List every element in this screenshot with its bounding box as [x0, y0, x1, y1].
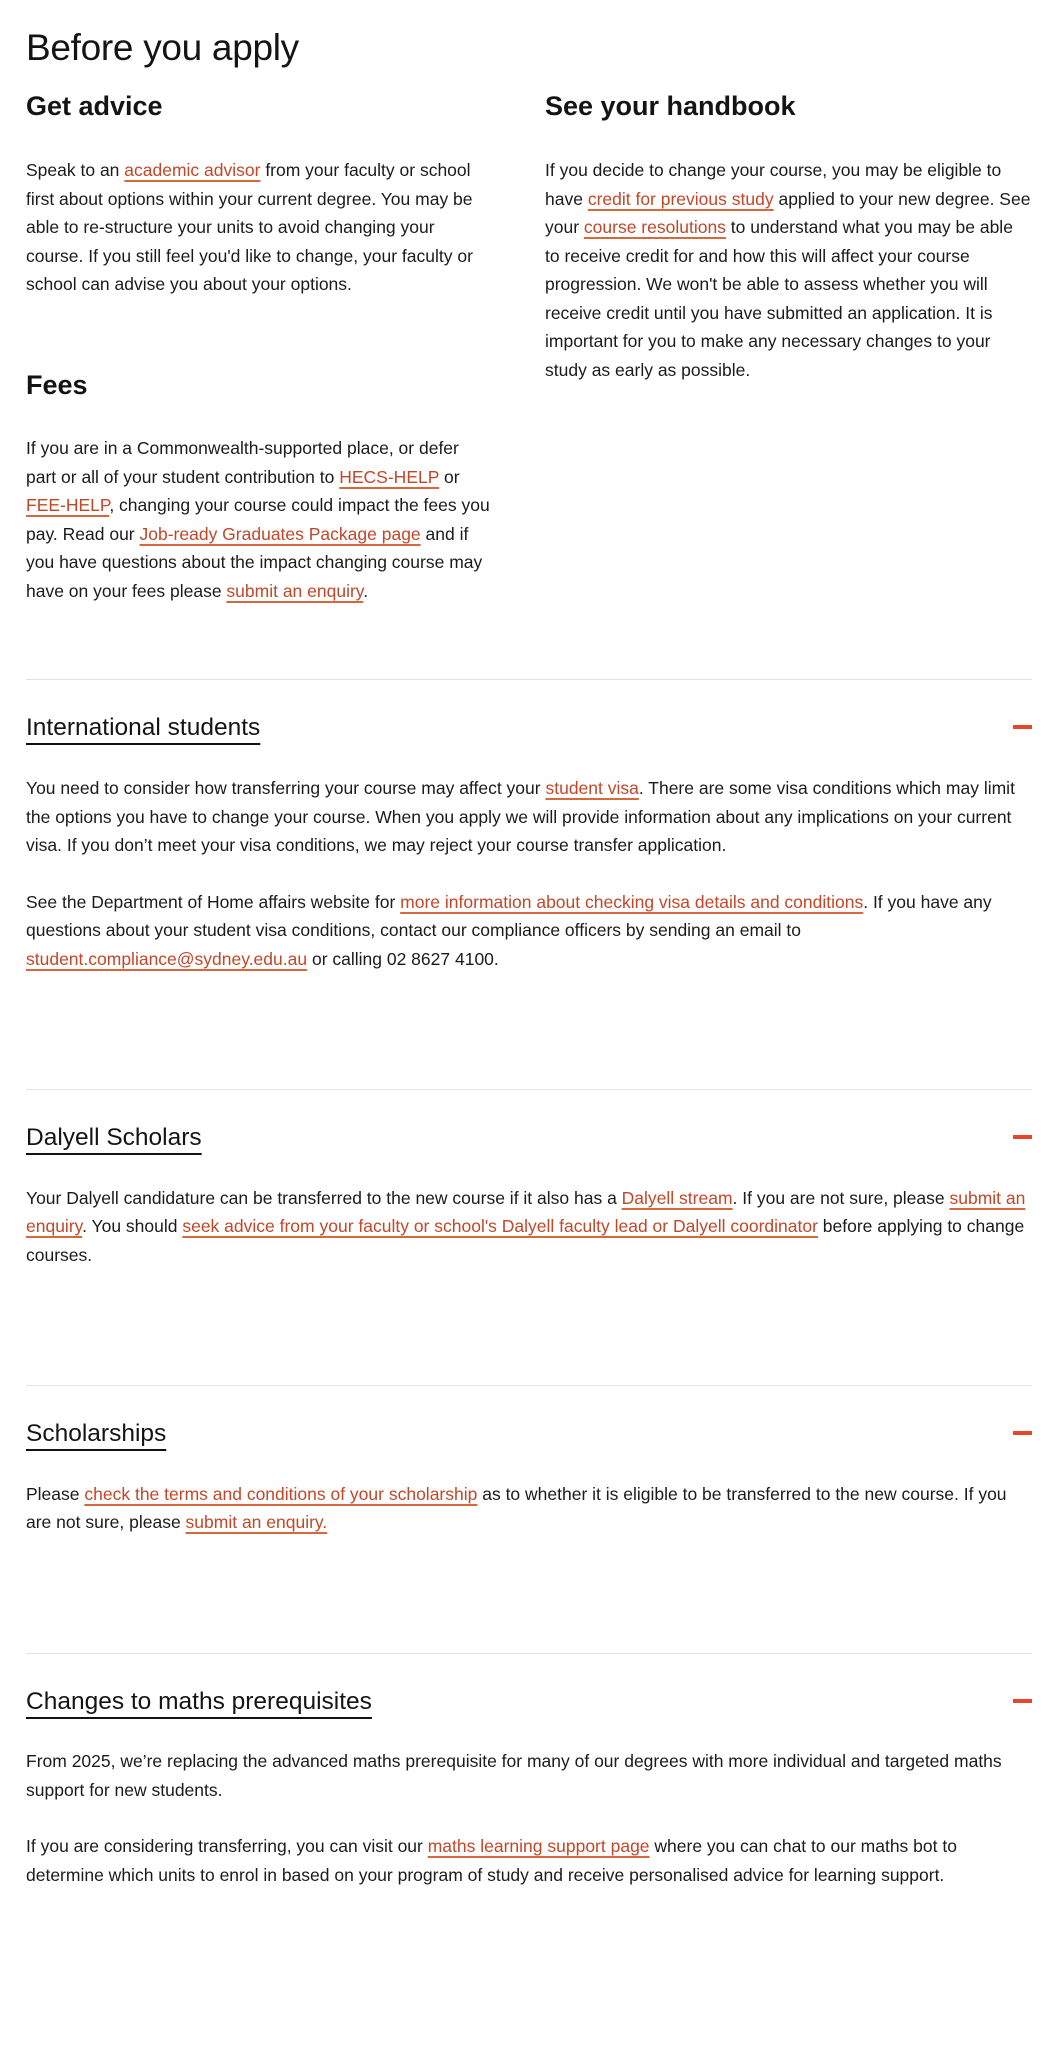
minus-icon	[1013, 725, 1032, 729]
text-run: .	[363, 580, 369, 601]
text-run: . You should	[82, 1216, 183, 1237]
accordion-toggle-button[interactable]	[1013, 1693, 1032, 1709]
text-run: See the Department of Home affairs website for	[26, 891, 401, 912]
text-link[interactable]: academic advisor	[124, 160, 261, 181]
text-link[interactable]: Job-ready Graduates Package page	[139, 523, 421, 544]
minus-icon	[1013, 1135, 1032, 1139]
page-title: Before you apply	[26, 27, 299, 68]
text-run: Speak to an	[26, 160, 125, 181]
text-link[interactable]: more information about checking visa details and conditions	[400, 891, 864, 912]
text-link[interactable]: student.compliance@sydney.edu.au	[26, 948, 308, 969]
accordion-maths-prerequisites	[26, 1653, 1032, 1902]
handbook-body	[545, 156, 1032, 384]
text-link[interactable]: submit an enquiry.	[185, 1512, 328, 1533]
accordion-header	[26, 713, 1032, 744]
paragraph	[26, 434, 490, 605]
text-run: Please	[26, 1483, 85, 1504]
accordion-title-international-students[interactable]: International students	[26, 714, 261, 742]
text-link[interactable]: FEE-HELP	[26, 495, 110, 516]
text-run: If you are in a Commonwealth-supported place, or defer part or all of your student contribution to	[26, 438, 459, 487]
paragraph	[26, 1480, 1032, 1537]
paragraph	[26, 1747, 1032, 1804]
paragraph	[26, 888, 1032, 974]
intro-left-column	[26, 90, 490, 605]
text-run: from your faculty or school first about options within your current degree. You may be able to re-structure your units to avoid changing your course. If you still feel you'd like to change, your faculty or school can advise you about your options.	[26, 160, 473, 295]
accordion-body	[26, 774, 1032, 973]
text-run: to understand what you may be able to receive credit for and how this will affect your course progression. We won't be able to assess whether you will receive credit until you have submitted an application. It is important for you to make any necessary changes to your study as early as possible.	[545, 217, 1013, 380]
fees-body	[26, 434, 490, 605]
minus-icon	[1013, 1699, 1032, 1703]
text-run: or calling 02 8627 4100.	[307, 948, 499, 969]
accordion-body	[26, 1747, 1032, 1889]
text-run: and if you have questions about the impact changing course may have on your fees please	[26, 523, 483, 601]
intro-two-column-area	[26, 90, 1032, 679]
fees-section	[26, 369, 490, 606]
accordion-title-dalyell-scholars[interactable]: Dalyell Scholars	[26, 1124, 202, 1152]
fees-heading: Fees	[26, 369, 88, 400]
accordion-dalyell-scholars	[26, 1089, 1032, 1385]
get-advice-section	[26, 90, 490, 298]
text-run: If you are considering transferring, you can visit our	[26, 1836, 428, 1857]
get-advice-heading: Get advice	[26, 91, 163, 122]
accordion-international-students	[26, 679, 1032, 1089]
text-run: . There are some visa conditions which may limit the options you have to change your course. When you apply we will provide information about any implications on your current visa. If you don’t meet your visa conditions, we may reject your course transfer application.	[26, 778, 1015, 856]
text-link[interactable]: check the terms and conditions of your scholarship	[84, 1483, 478, 1504]
text-run: applied to your new degree. See your	[545, 188, 1031, 238]
intro-right-column	[545, 90, 1032, 605]
text-link[interactable]: student visa	[545, 778, 639, 799]
text-link[interactable]: maths learning support page	[427, 1836, 650, 1857]
text-run: You need to consider how transferring your course may affect your	[26, 778, 546, 799]
accordion-toggle-button[interactable]	[1013, 719, 1032, 735]
accordion-toggle-button[interactable]	[1013, 1129, 1032, 1145]
text-run: before applying to change courses.	[26, 1216, 1025, 1265]
text-link[interactable]: credit for previous study	[587, 188, 774, 209]
accordion-header	[26, 1687, 1032, 1718]
accordion-body	[26, 1480, 1032, 1537]
text-run: or	[439, 466, 460, 487]
accordion-header	[26, 1419, 1032, 1450]
paragraph	[26, 774, 1032, 860]
text-run: If you decide to change your course, you may be eligible to have	[545, 160, 1002, 209]
paragraph	[26, 156, 490, 299]
accordion-toggle-button[interactable]	[1013, 1425, 1032, 1441]
minus-icon	[1013, 1431, 1032, 1435]
text-run: . If you are not sure, please	[732, 1187, 950, 1208]
text-link[interactable]: submit an enquiry	[226, 580, 364, 601]
get-advice-body	[26, 156, 490, 299]
text-run: . If you have any questions about your student visa conditions, contact our compliance officers by sending an email to	[26, 891, 992, 941]
text-run: Your Dalyell candidature can be transferred to the new course if it also has a	[26, 1187, 622, 1208]
text-run: From 2025, we’re replacing the advanced maths prerequisite for many of our degrees with more individual and targeted maths support for new students.	[26, 1751, 1002, 1800]
accordion-scholarships	[26, 1385, 1032, 1653]
accordion-title-scholarships[interactable]: Scholarships	[26, 1420, 167, 1448]
text-link[interactable]: seek advice from your faculty or school's Dalyell faculty lead or Dalyell coordinator	[182, 1216, 818, 1237]
text-run: as to whether it is eligible to be transferred to the new course. If you are not sure, please	[26, 1483, 1007, 1533]
handbook-section	[545, 90, 1032, 384]
accordion-body	[26, 1184, 1032, 1270]
text-link[interactable]: submit an enquiry	[26, 1187, 1026, 1237]
text-link[interactable]: HECS-HELP	[339, 466, 440, 487]
accordion-title-maths-prerequisites[interactable]: Changes to maths prerequisites	[26, 1687, 372, 1715]
handbook-heading: See your handbook	[545, 91, 796, 122]
text-run: where you can chat to our maths bot to determine which units to enrol in based on your program of study and receive personalised advice for learning support.	[26, 1836, 957, 1885]
text-link[interactable]: course resolutions	[583, 217, 726, 238]
text-link[interactable]: Dalyell stream	[621, 1187, 733, 1208]
paragraph	[26, 1184, 1032, 1270]
accordion-header	[26, 1123, 1032, 1154]
paragraph	[545, 156, 1032, 384]
paragraph	[26, 1832, 1032, 1889]
text-run: , changing your course could impact the fees you pay. Read our	[26, 495, 490, 544]
